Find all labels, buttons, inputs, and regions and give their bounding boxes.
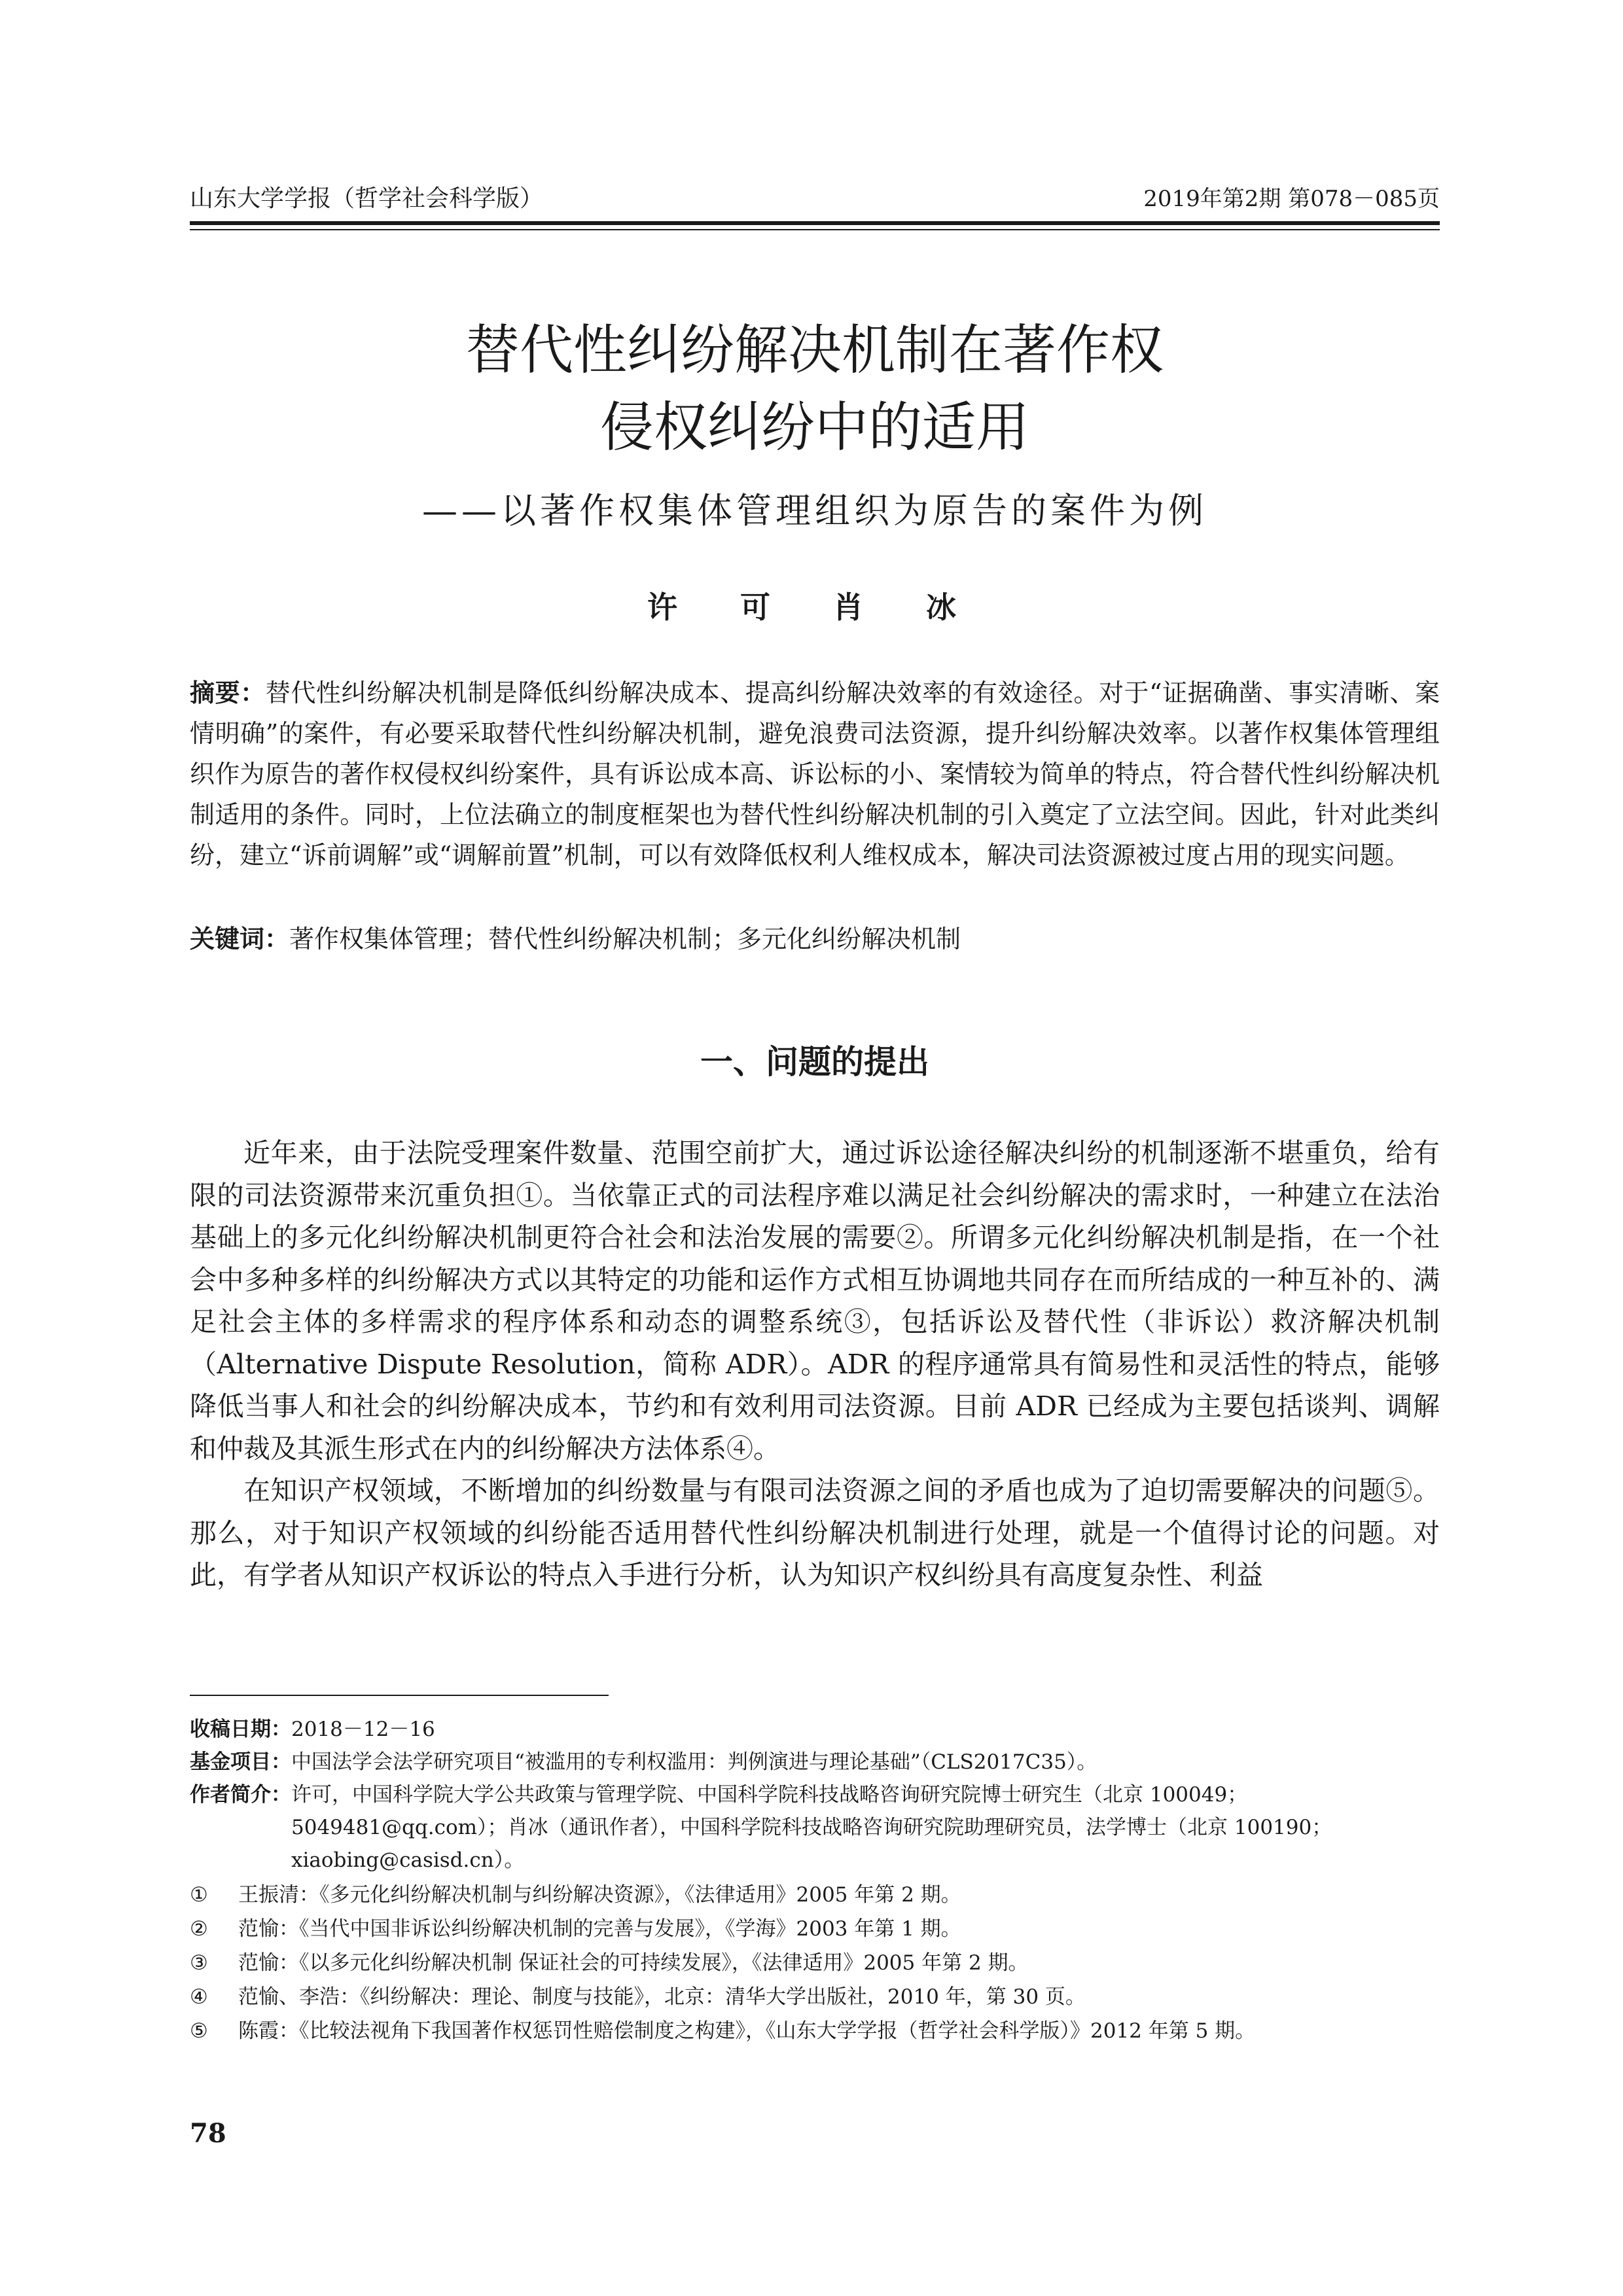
- keywords-label: 关键词：: [190, 925, 290, 953]
- title-line-1: 替代性纠纷解决机制在著作权: [465, 319, 1164, 381]
- author-bio-label: 作者简介：: [190, 1783, 291, 1807]
- abstract: [190, 673, 1440, 875]
- title-line-2: 侵权纠纷中的适用: [599, 397, 1029, 459]
- footnote-mark: ②: [190, 1917, 208, 1941]
- footnote-text: 范愉：《以多元化纠纷解决机制 保证社会的可持续发展》，《法律适用》2005 年第 2 期。: [238, 1951, 1029, 1975]
- footnote: [190, 2014, 1440, 2048]
- received-date: 2018－12－16: [291, 1718, 435, 1741]
- footnote-text: 范愉、李浩：《纠纷解决：理论、制度与技能》，北京：清华大学出版社，2010 年，第 30 页。: [238, 1985, 1086, 2009]
- abstract-label: 摘要：: [190, 679, 266, 707]
- footnote-mark: ③: [190, 1951, 208, 1975]
- footnote: [190, 1878, 1440, 1912]
- paragraph-2: 在知识产权领域，不断增加的纠纷数量与有限司法资源之间的矛盾也成为了迫切需要解决的问题⑤。那么，对于知识产权领域的纠纷能否适用替代性纠纷解决机制进行处理，就是一个值得讨论的问题。对此，有学者从知识产权诉讼的特点入手进行分析，认为知识产权纠纷具有高度复杂性、利益: [190, 1475, 1440, 1591]
- footnote-text: 范愉：《当代中国非诉讼纠纷解决机制的完善与发展》，《学海》2003 年第 1 期。: [238, 1917, 961, 1941]
- header-rule-thin: [190, 229, 1440, 230]
- journal-name: 山东大学学报（哲学社会科学版）: [190, 185, 544, 212]
- author-bio-row: [190, 1778, 1440, 1877]
- footnote-divider: [190, 1695, 609, 1696]
- fund-text: 中国法学会法学研究项目“被滥用的专利权滥用：判例演进与理论基础”（CLS2017C35）。: [291, 1750, 1097, 1774]
- issue-info: 2019年第2期 第078－085页: [1143, 186, 1440, 212]
- received-date-row: [190, 1713, 1440, 1746]
- footnote-mark: ①: [190, 1883, 208, 1907]
- authors: 许 可 肖 冰: [647, 590, 983, 625]
- keywords: [190, 919, 1440, 959]
- footnote-text: 王振清：《多元化纠纷解决机制与纠纷解决资源》，《法律适用》2005 年第 2 期。: [238, 1883, 961, 1907]
- body-text: [190, 1132, 1440, 1597]
- footnote: [190, 1946, 1440, 1980]
- section-heading: 一、问题的提出: [700, 1042, 929, 1081]
- abstract-text: 替代性纠纷解决机制是降低纠纷解决成本、提高纠纷解决效率的有效途径。对于“证据确凿、事实清晰、案情明确”的案件，有必要采取替代性纠纷解决机制，避免浪费司法资源，提升纠纷解决效率。以著作权集体管理组织作为原告的著作权侵权纠纷案件，具有诉讼成本高、诉讼标的小、案情较为简单的特点，符合替代性纠纷解决机制适用的条件。同时，上位法确立的制度框架也为替代性纠纷解决机制的引入奠定了立法空间。因此，针对此类纠纷，建立“诉前调解”或“调解前置”机制，可以有效降低权利人维权成本，解决司法资源被过度占用的现实问题。: [190, 679, 1440, 870]
- received-label: 收稿日期：: [190, 1718, 291, 1741]
- subtitle: ——以著作权集体管理组织为原告的案件为例: [422, 490, 1207, 531]
- fund-row: [190, 1746, 1440, 1778]
- footnote: [190, 1912, 1440, 1946]
- author-bio: 许可，中国科学院大学公共政策与管理学院、中国科学院科技战略咨询研究院博士研究生（北京 100049；5049481@qq.com）；肖冰（通讯作者），中国科学院科技战略咨询研究院助理研究员，法学博士（北京 100190；xiaobing@casisd.cn）。: [291, 1783, 1332, 1872]
- footnote-text: 陈霞：《比较法视角下我国著作权惩罚性赔偿制度之构建》，《山东大学学报（哲学社会科学版）》2012 年第 5 期。: [238, 2019, 1256, 2043]
- footnotes: [190, 1878, 1440, 2048]
- footnote-mark: ⑤: [190, 2019, 208, 2043]
- keywords-text: 著作权集体管理；替代性纠纷解决机制；多元化纠纷解决机制: [289, 925, 961, 953]
- paragraph-1: 近年来，由于法院受理案件数量、范围空前扩大，通过诉讼途径解决纠纷的机制逐渐不堪重负，给有限的司法资源带来沉重负担①。当依靠正式的司法程序难以满足社会纠纷解决的需求时，一种建立在法治基础上的多元化纠纷解决机制更符合社会和法治发展的需要②。所谓多元化纠纷解决机制是指，在一个社会中多种多样的纠纷解决方式以其特定的功能和运作方式相互协调地共同存在而所结成的一种互补的、满足社会主体的多样需求的程序体系和动态的调整系统③，包括诉讼及替代性（非诉讼）救济解决机制（Alternative Dispute Resolution，简称 ADR）。ADR 的程序通常具有简易性和灵活性的特点，能够降低当事人和社会的纠纷解决成本，节约和有效利用司法资源。目前 ADR 已经成为主要包括谈判、调解和仲裁及其派生形式在内的纠纷解决方法体系④。: [190, 1137, 1440, 1464]
- header-rule-thick: [190, 221, 1440, 225]
- running-header: [190, 185, 1440, 213]
- fund-label: 基金项目：: [190, 1750, 291, 1774]
- footnote: [190, 1980, 1440, 2014]
- page-number: 78: [190, 2118, 226, 2149]
- article-meta: [190, 1713, 1440, 1877]
- footnote-mark: ④: [190, 1985, 208, 2009]
